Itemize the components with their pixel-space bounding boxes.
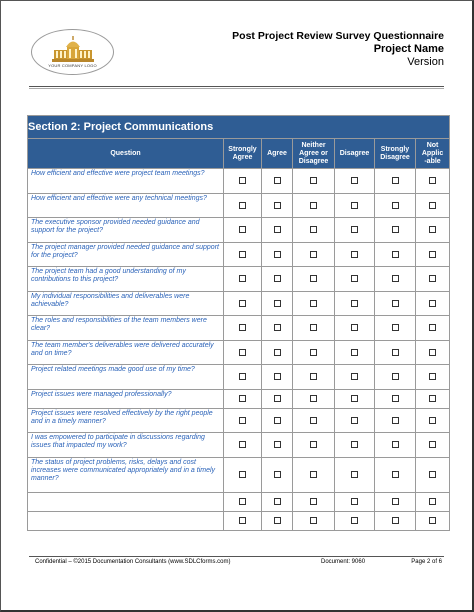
- table-row: [28, 492, 450, 511]
- checkbox-strongly-disagree[interactable]: [392, 251, 399, 258]
- table-row: [28, 169, 450, 194]
- footer-page-number: Page 2 of 6: [411, 559, 442, 565]
- cell-agree: [262, 389, 293, 408]
- checkbox-not-applicable[interactable]: [429, 471, 436, 478]
- checkbox-strongly-disagree[interactable]: [392, 177, 399, 184]
- cell-not-applicable: [416, 169, 450, 194]
- checkbox-not-applicable[interactable]: [429, 177, 436, 184]
- checkbox-disagree[interactable]: [351, 177, 358, 184]
- cell-not-applicable: [416, 408, 450, 433]
- table-row: [28, 340, 450, 365]
- cell-agree: [262, 457, 293, 492]
- checkbox-disagree[interactable]: [351, 498, 358, 505]
- checkbox-strongly-agree[interactable]: [239, 226, 246, 233]
- cell-disagree: [335, 218, 375, 243]
- cell-neither: [293, 218, 335, 243]
- question-text: [28, 511, 224, 530]
- question-text: The project manager provided needed guidance and support for the project?: [28, 242, 224, 267]
- cell-strongly-disagree: [375, 193, 416, 218]
- question-text: Project issues were resolved effectively by the right people and in a timely manner?: [28, 408, 224, 433]
- cell-disagree: [335, 291, 375, 316]
- checkbox-not-applicable[interactable]: [429, 324, 436, 331]
- cell-disagree: [335, 389, 375, 408]
- table-row: [28, 193, 450, 218]
- cell-not-applicable: [416, 389, 450, 408]
- cell-disagree: [335, 316, 375, 341]
- table-row: [28, 511, 450, 530]
- cell-strongly-agree: [224, 340, 262, 365]
- cell-neither: [293, 433, 335, 458]
- checkbox-strongly-disagree[interactable]: [392, 441, 399, 448]
- checkbox-agree[interactable]: [274, 275, 281, 282]
- column-header-disagree: Disagree: [335, 139, 375, 169]
- checkbox-agree[interactable]: [274, 177, 281, 184]
- cell-disagree: [335, 408, 375, 433]
- checkbox-disagree[interactable]: [351, 202, 358, 209]
- checkbox-strongly-agree[interactable]: [239, 395, 246, 402]
- checkbox-disagree[interactable]: [351, 395, 358, 402]
- checkbox-strongly-disagree[interactable]: [392, 471, 399, 478]
- checkbox-disagree[interactable]: [351, 373, 358, 380]
- checkbox-agree[interactable]: [274, 226, 281, 233]
- checkbox-strongly-agree[interactable]: [239, 275, 246, 282]
- checkbox-neither[interactable]: [310, 275, 317, 282]
- survey-table: [27, 115, 450, 531]
- document-version: Version: [407, 56, 444, 68]
- checkbox-disagree[interactable]: [351, 471, 358, 478]
- cell-agree: [262, 365, 293, 390]
- cell-not-applicable: [416, 242, 450, 267]
- checkbox-neither[interactable]: [310, 441, 317, 448]
- checkbox-disagree[interactable]: [351, 300, 358, 307]
- company-logo: [31, 29, 114, 75]
- cell-not-applicable: [416, 511, 450, 530]
- checkbox-agree[interactable]: [274, 395, 281, 402]
- cell-strongly-agree: [224, 457, 262, 492]
- question-text: How efficient and effective were any technical meetings?: [28, 193, 224, 218]
- cell-not-applicable: [416, 365, 450, 390]
- cell-strongly-agree: [224, 193, 262, 218]
- cell-disagree: [335, 365, 375, 390]
- table-row: [28, 242, 450, 267]
- cell-neither: [293, 511, 335, 530]
- cell-agree: [262, 492, 293, 511]
- checkbox-agree[interactable]: [274, 324, 281, 331]
- cell-not-applicable: [416, 316, 450, 341]
- cell-strongly-agree: [224, 492, 262, 511]
- cell-neither: [293, 340, 335, 365]
- cell-strongly-agree: [224, 316, 262, 341]
- footer-divider: [29, 556, 444, 557]
- cell-disagree: [335, 340, 375, 365]
- question-text: The status of project problems, risks, delays and cost increases were communicated appropriately and in a timely manner?: [28, 457, 224, 492]
- cell-strongly-agree: [224, 389, 262, 408]
- cell-strongly-agree: [224, 365, 262, 390]
- checkbox-neither[interactable]: [310, 300, 317, 307]
- checkbox-agree[interactable]: [274, 498, 281, 505]
- header-divider: [29, 86, 444, 89]
- checkbox-not-applicable[interactable]: [429, 395, 436, 402]
- cell-not-applicable: [416, 433, 450, 458]
- checkbox-disagree[interactable]: [351, 324, 358, 331]
- cell-disagree: [335, 492, 375, 511]
- table-row: [28, 433, 450, 458]
- column-header-strongly-agree: Strongly Agree: [224, 139, 262, 169]
- cell-neither: [293, 291, 335, 316]
- checkbox-disagree[interactable]: [351, 441, 358, 448]
- document-header: [232, 30, 444, 69]
- column-header-not-applicable: Not Applic -able: [416, 139, 450, 169]
- question-text: [28, 492, 224, 511]
- checkbox-neither[interactable]: [310, 395, 317, 402]
- checkbox-not-applicable[interactable]: [429, 275, 436, 282]
- cell-disagree: [335, 242, 375, 267]
- checkbox-disagree[interactable]: [351, 251, 358, 258]
- question-text: Project related meetings made good use of my time?: [28, 365, 224, 390]
- cell-not-applicable: [416, 340, 450, 365]
- checkbox-not-applicable[interactable]: [429, 300, 436, 307]
- cell-strongly-disagree: [375, 291, 416, 316]
- cell-strongly-disagree: [375, 316, 416, 341]
- cell-not-applicable: [416, 193, 450, 218]
- checkbox-strongly-disagree[interactable]: [392, 275, 399, 282]
- cell-not-applicable: [416, 457, 450, 492]
- cell-strongly-disagree: [375, 365, 416, 390]
- checkbox-strongly-agree[interactable]: [239, 177, 246, 184]
- checkbox-agree[interactable]: [274, 471, 281, 478]
- cell-agree: [262, 408, 293, 433]
- document-title: Post Project Review Survey Questionnaire: [232, 30, 444, 42]
- cell-agree: [262, 218, 293, 243]
- cell-strongly-agree: [224, 242, 262, 267]
- column-header-strongly-disagree: Strongly Disagree: [375, 139, 416, 169]
- checkbox-strongly-agree[interactable]: [239, 517, 246, 524]
- checkbox-strongly-agree[interactable]: [239, 202, 246, 209]
- cell-strongly-disagree: [375, 267, 416, 292]
- checkbox-not-applicable[interactable]: [429, 498, 436, 505]
- cell-agree: [262, 193, 293, 218]
- cell-strongly-disagree: [375, 408, 416, 433]
- footer-document-number: Document: 9060: [321, 559, 366, 565]
- checkbox-strongly-disagree[interactable]: [392, 373, 399, 380]
- checkbox-neither[interactable]: [310, 177, 317, 184]
- table-row: [28, 218, 450, 243]
- question-text: I was empowered to participate in discussions regarding issues that impacted my work?: [28, 433, 224, 458]
- cell-strongly-agree: [224, 433, 262, 458]
- checkbox-neither[interactable]: [310, 251, 317, 258]
- checkbox-not-applicable[interactable]: [429, 417, 436, 424]
- checkbox-strongly-disagree[interactable]: [392, 300, 399, 307]
- cell-agree: [262, 316, 293, 341]
- column-header-neither: Neither Agree or Disagree: [293, 139, 335, 169]
- cell-agree: [262, 433, 293, 458]
- checkbox-strongly-agree[interactable]: [239, 498, 246, 505]
- survey-body: [28, 169, 450, 531]
- cell-strongly-disagree: [375, 242, 416, 267]
- checkbox-neither[interactable]: [310, 498, 317, 505]
- column-header-agree: Agree: [262, 139, 293, 169]
- cell-strongly-agree: [224, 267, 262, 292]
- checkbox-neither[interactable]: [310, 324, 317, 331]
- column-header-question: Question: [28, 139, 224, 169]
- checkbox-strongly-agree[interactable]: [239, 300, 246, 307]
- checkbox-strongly-disagree[interactable]: [392, 498, 399, 505]
- question-text: My individual responsibilities and deliverables were achievable?: [28, 291, 224, 316]
- cell-neither: [293, 492, 335, 511]
- logo-text: YOUR COMPANY LOGO: [48, 63, 97, 68]
- checkbox-disagree[interactable]: [351, 417, 358, 424]
- cell-strongly-agree: [224, 408, 262, 433]
- cell-strongly-disagree: [375, 389, 416, 408]
- cell-neither: [293, 365, 335, 390]
- cell-not-applicable: [416, 267, 450, 292]
- checkbox-not-applicable[interactable]: [429, 441, 436, 448]
- checkbox-neither[interactable]: [310, 349, 317, 356]
- question-text: The team member's deliverables were delivered accurately and on time?: [28, 340, 224, 365]
- question-text: Project issues were managed professionally?: [28, 389, 224, 408]
- checkbox-agree[interactable]: [274, 373, 281, 380]
- checkbox-agree[interactable]: [274, 417, 281, 424]
- cell-agree: [262, 267, 293, 292]
- checkbox-neither[interactable]: [310, 226, 317, 233]
- cell-disagree: [335, 267, 375, 292]
- checkbox-neither[interactable]: [310, 373, 317, 380]
- cell-not-applicable: [416, 492, 450, 511]
- checkbox-disagree[interactable]: [351, 517, 358, 524]
- checkbox-neither[interactable]: [310, 517, 317, 524]
- checkbox-neither[interactable]: [310, 471, 317, 478]
- checkbox-strongly-disagree[interactable]: [392, 324, 399, 331]
- checkbox-strongly-agree[interactable]: [239, 441, 246, 448]
- cell-not-applicable: [416, 218, 450, 243]
- checkbox-disagree[interactable]: [351, 349, 358, 356]
- cell-agree: [262, 169, 293, 194]
- checkbox-disagree[interactable]: [351, 226, 358, 233]
- cell-disagree: [335, 193, 375, 218]
- checkbox-neither[interactable]: [310, 417, 317, 424]
- cell-strongly-agree: [224, 511, 262, 530]
- cell-strongly-disagree: [375, 492, 416, 511]
- cell-agree: [262, 340, 293, 365]
- checkbox-strongly-agree[interactable]: [239, 417, 246, 424]
- table-row: [28, 389, 450, 408]
- cell-not-applicable: [416, 291, 450, 316]
- checkbox-agree[interactable]: [274, 349, 281, 356]
- question-text: The roles and responsibilities of the team members were clear?: [28, 316, 224, 341]
- cell-disagree: [335, 169, 375, 194]
- checkbox-not-applicable[interactable]: [429, 251, 436, 258]
- cell-strongly-agree: [224, 169, 262, 194]
- cell-agree: [262, 291, 293, 316]
- cell-strongly-disagree: [375, 433, 416, 458]
- checkbox-strongly-disagree[interactable]: [392, 417, 399, 424]
- cell-neither: [293, 267, 335, 292]
- cell-neither: [293, 408, 335, 433]
- table-row: [28, 408, 450, 433]
- table-row: [28, 365, 450, 390]
- checkbox-disagree[interactable]: [351, 275, 358, 282]
- checkbox-strongly-agree[interactable]: [239, 251, 246, 258]
- section-title: Section 2: Project Communications: [28, 116, 450, 139]
- checkbox-neither[interactable]: [310, 202, 317, 209]
- checkbox-not-applicable[interactable]: [429, 226, 436, 233]
- cell-neither: [293, 389, 335, 408]
- checkbox-not-applicable[interactable]: [429, 349, 436, 356]
- checkbox-agree[interactable]: [274, 441, 281, 448]
- cell-strongly-agree: [224, 291, 262, 316]
- cell-agree: [262, 511, 293, 530]
- checkbox-agree[interactable]: [274, 251, 281, 258]
- cell-strongly-disagree: [375, 169, 416, 194]
- cell-strongly-disagree: [375, 340, 416, 365]
- cell-disagree: [335, 511, 375, 530]
- cell-disagree: [335, 433, 375, 458]
- checkbox-strongly-disagree[interactable]: [392, 202, 399, 209]
- checkbox-agree[interactable]: [274, 300, 281, 307]
- table-row: [28, 267, 450, 292]
- question-text: The executive sponsor provided needed guidance and support for the project?: [28, 218, 224, 243]
- checkbox-not-applicable[interactable]: [429, 373, 436, 380]
- cell-neither: [293, 457, 335, 492]
- checkbox-agree[interactable]: [274, 517, 281, 524]
- cell-neither: [293, 316, 335, 341]
- checkbox-strongly-disagree[interactable]: [392, 517, 399, 524]
- cell-strongly-disagree: [375, 218, 416, 243]
- cell-neither: [293, 242, 335, 267]
- table-row: [28, 291, 450, 316]
- checkbox-agree[interactable]: [274, 202, 281, 209]
- cell-neither: [293, 193, 335, 218]
- cell-strongly-agree: [224, 218, 262, 243]
- capitol-building-icon: [52, 35, 94, 63]
- cell-strongly-disagree: [375, 457, 416, 492]
- checkbox-strongly-agree[interactable]: [239, 471, 246, 478]
- checkbox-strongly-disagree[interactable]: [392, 226, 399, 233]
- table-row: [28, 457, 450, 492]
- checkbox-strongly-disagree[interactable]: [392, 349, 399, 356]
- cell-neither: [293, 169, 335, 194]
- checkbox-strongly-disagree[interactable]: [392, 395, 399, 402]
- question-text: The project team had a good understanding of my contributions to this project?: [28, 267, 224, 292]
- checkbox-not-applicable[interactable]: [429, 202, 436, 209]
- checkbox-strongly-agree[interactable]: [239, 349, 246, 356]
- cell-strongly-disagree: [375, 511, 416, 530]
- question-text: How efficient and effective were project team meetings?: [28, 169, 224, 194]
- checkbox-not-applicable[interactable]: [429, 517, 436, 524]
- checkbox-strongly-agree[interactable]: [239, 373, 246, 380]
- checkbox-strongly-agree[interactable]: [239, 324, 246, 331]
- cell-agree: [262, 242, 293, 267]
- project-name: Project Name: [373, 43, 444, 55]
- cell-disagree: [335, 457, 375, 492]
- table-row: [28, 316, 450, 341]
- footer-confidential: Confidential – ©2015 Documentation Consultants (www.SDLCforms.com): [35, 559, 231, 565]
